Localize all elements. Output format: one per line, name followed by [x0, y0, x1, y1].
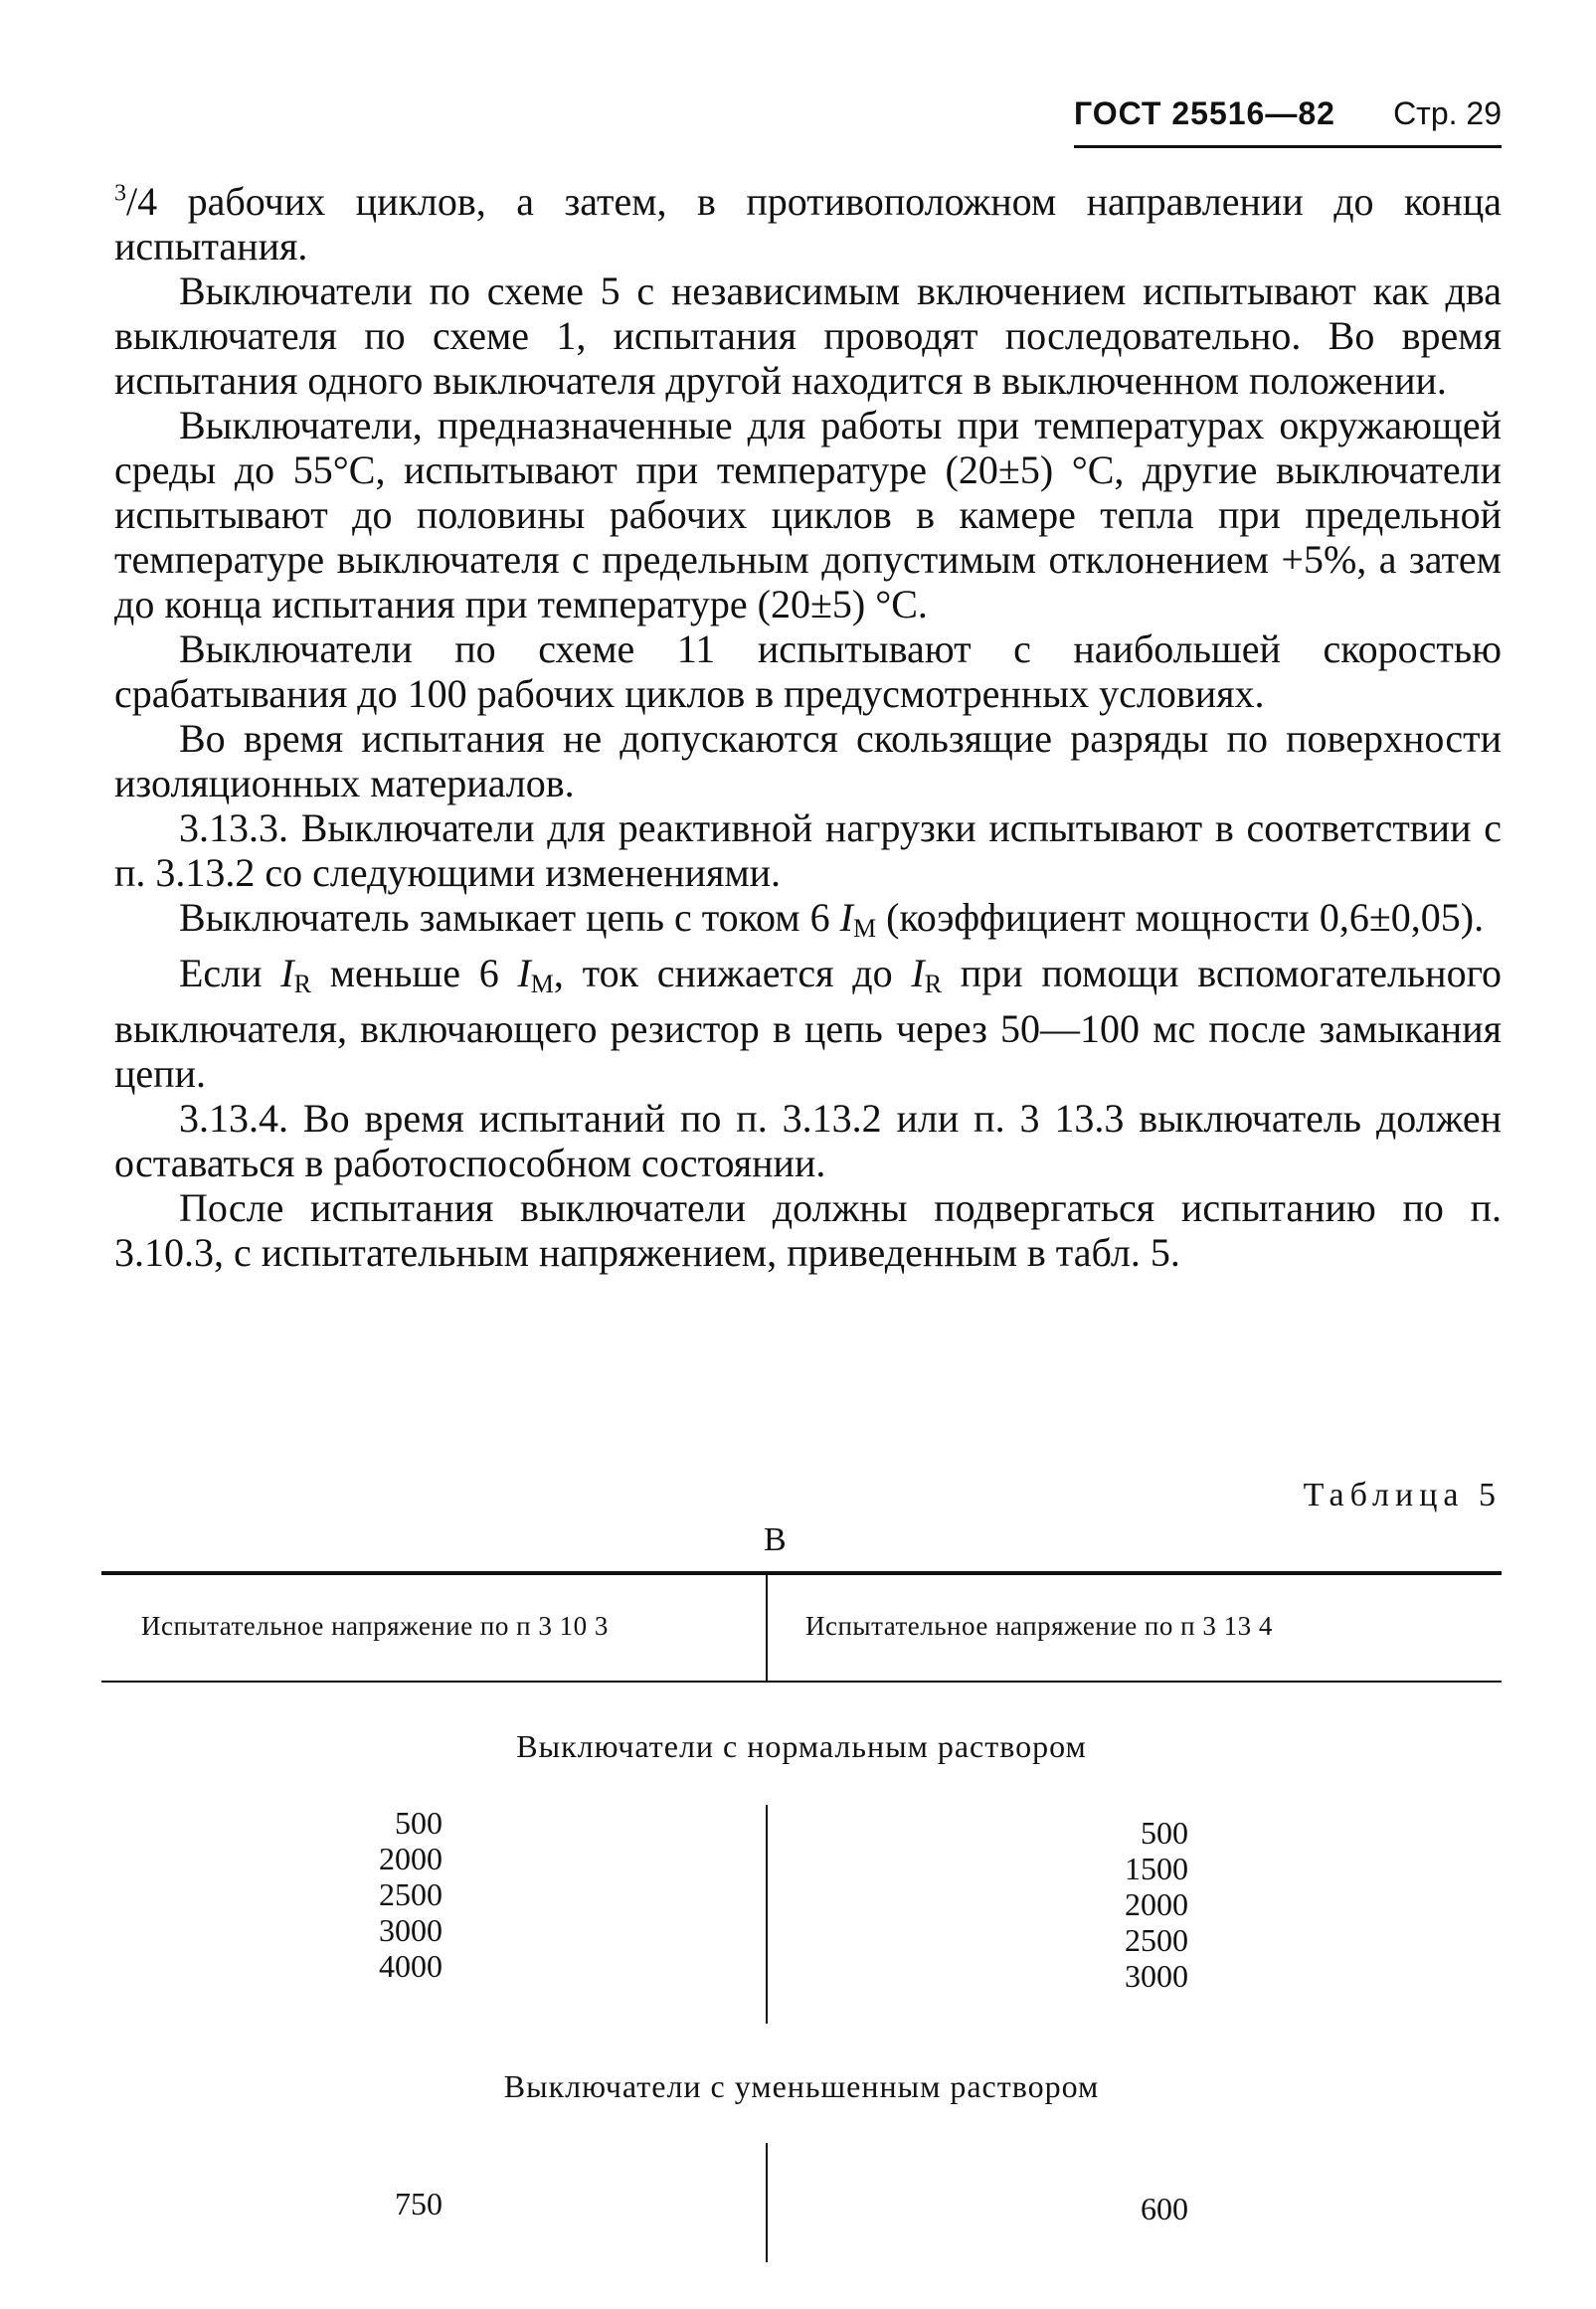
group-title-normal: Выключатели с нормальным раствором: [516, 1728, 1087, 1764]
column-header-left: Испытательное напряжение по п 3 10 3: [141, 1611, 609, 1641]
page-header: [1074, 89, 1502, 148]
standard-number: ГОСТ 25516—82: [1074, 95, 1335, 131]
current-subscript: R: [293, 970, 311, 998]
paragraph-8-text-a: Если: [179, 951, 281, 995]
values-left-reduced: [338, 2186, 443, 2221]
paragraph-1: [114, 179, 1502, 268]
current-symbol: I: [517, 951, 531, 995]
current-symbol: I: [280, 951, 294, 995]
column-header-right: Испытательное напряжение по п 3 13 4: [805, 1611, 1273, 1641]
column-divider: [766, 2143, 768, 2262]
table-cell: 2500: [379, 1876, 443, 1912]
table-unit: В: [764, 1521, 787, 1558]
table-cell: 500: [1141, 1815, 1188, 1851]
current-symbol: I: [839, 895, 853, 940]
table-cell: 750: [395, 2186, 443, 2221]
current-subscript: M: [530, 970, 554, 998]
values-right-normal: [1084, 1815, 1188, 1994]
table-header-rule: [101, 1681, 1502, 1683]
header-divider: [766, 1573, 768, 1681]
paragraph-4: Выключатели по схеме 11 испытывают с наибольшей скоростью срабатывания до 100 рабочих циклов в предусмотренных условиях.: [114, 626, 1502, 716]
table-cell: 1500: [1125, 1851, 1188, 1886]
paragraph-7-text-b: (коэффициент мощности 0,6±0,05).: [876, 895, 1485, 940]
current-subscript: R: [924, 970, 943, 998]
paragraph-5: Во время испытания не допускаются скользящие разряды по поверхности изоляционных материалов.: [114, 716, 1502, 805]
table-cell: 500: [395, 1805, 443, 1841]
table-cell: 600: [1141, 2191, 1188, 2226]
table-cell: 2500: [1125, 1922, 1188, 1958]
paragraph-8-text-d: при помощи вспомогательного выключателя, включающего резистор в цепь через 50—100 мс после замыкания цепи.: [114, 951, 1502, 1096]
table-cell: 4000: [379, 1948, 443, 1984]
paragraph-7-text-a: Выключатель замыкает цепь с током 6: [179, 895, 840, 940]
values-left-normal: [338, 1805, 443, 1984]
group-title-reduced: Выключатели с уменьшенным раствором: [503, 2068, 1100, 2104]
table-caption: Таблица 5: [1303, 1477, 1502, 1513]
paragraph-6: 3.13.3. Выключатели для реактивной нагрузки испытывают в соответствии с п. 3.13.2 со следующими изменениями.: [114, 805, 1502, 895]
fraction-rest: /4: [126, 179, 158, 224]
body-text: [114, 179, 1502, 1275]
paragraph-9: 3.13.4. Во время испытаний по п. 3.13.2 или п. 3 13.3 выключатель должен оставаться в работоспособном состоянии.: [114, 1096, 1502, 1185]
values-right-reduced: [1084, 2191, 1188, 2226]
fraction-numerator: 3: [114, 180, 126, 207]
table-cell: 3000: [1125, 1958, 1188, 1994]
paragraph-8-text-c: , ток снижается до: [553, 951, 912, 995]
current-symbol: I: [911, 951, 925, 995]
paragraph-8-text-b: меньше 6: [310, 951, 518, 995]
page-number: Стр. 29: [1393, 95, 1502, 131]
paragraph-1-text: рабочих циклов, а затем, в противоположном направлении до конца испытания.: [114, 179, 1502, 268]
column-divider: [766, 1805, 768, 2024]
paragraph-10: После испытания выключатели должны подвергаться испытанию по п. 3.10.3, с испытательным напряжением, приведенным в табл. 5.: [114, 1185, 1502, 1275]
paragraph-3: Выключатели, предназначенные для работы при температурах окружающей среды до 55°С, испытывают при температуре (20±5) °С, другие выключатели испытывают до половины рабочих циклов в камере тепла при предельной температуре выключателя с предельным допустимым отклонением +5%, а затем до конца испытания при температуре (20±5) °С.: [114, 403, 1502, 626]
paragraph-7: [114, 895, 1502, 951]
table-cell: 3000: [379, 1912, 443, 1948]
table-cell: 2000: [1125, 1886, 1188, 1922]
table-cell: 2000: [379, 1841, 443, 1876]
paragraph-8: [114, 951, 1502, 1096]
paragraph-2: Выключатели по схеме 5 с независимым включением испытывают как два выключателя по схеме 1, испытания проводят последовательно. Во время испытания одного выключателя другой находится в выключенном положении.: [114, 268, 1502, 403]
table-top-rule: [101, 1571, 1502, 1575]
current-subscript: M: [852, 914, 877, 943]
